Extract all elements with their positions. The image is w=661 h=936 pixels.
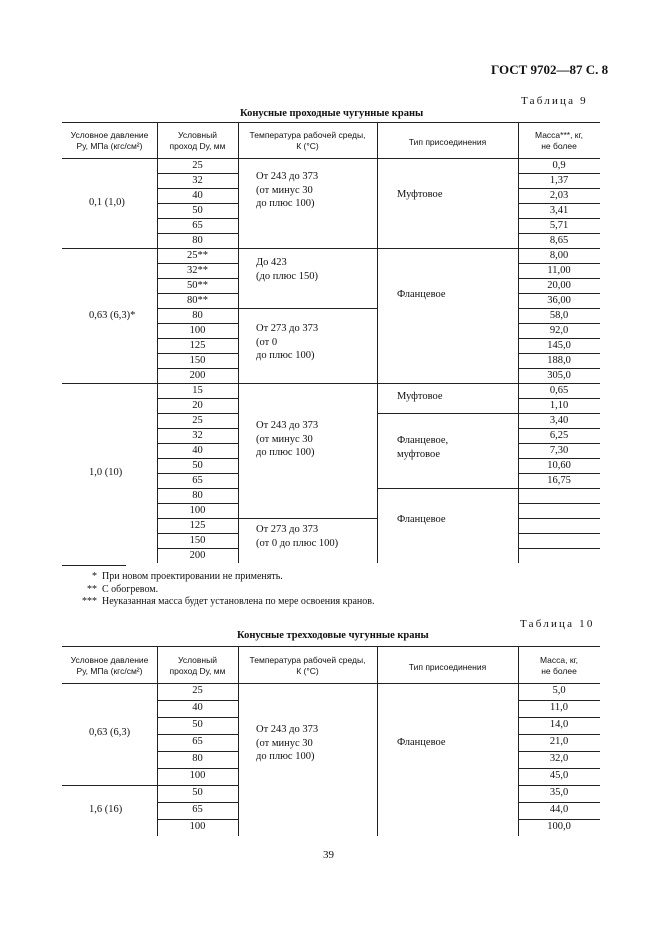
diameter-cell: 100 (189, 325, 206, 336)
mass-cell: 8,00 (549, 250, 569, 261)
diameter-cell: 20 (192, 400, 203, 411)
mass-cell: 35,0 (549, 787, 569, 798)
footnote-text: При новом проектировании не применять. (102, 571, 283, 582)
footnote-mark: * (92, 571, 97, 582)
diameter-cell: 25 (192, 415, 203, 426)
table-rule (238, 518, 377, 519)
table-rule (157, 518, 238, 519)
table-rule (157, 308, 238, 309)
mass-cell: 188,0 (547, 355, 571, 366)
table-rule (518, 768, 600, 769)
mass-cell: 5,71 (549, 220, 569, 231)
connection-type-cell: Фланцевое, муфтовое (397, 435, 449, 460)
diameter-cell: 15 (192, 385, 203, 396)
table-rule (157, 338, 238, 339)
table-rule (518, 413, 600, 414)
table9-label: Таблица 9 (521, 95, 588, 107)
table-rule (157, 122, 158, 158)
diameter-cell: 125 (189, 520, 206, 531)
table10-label: Таблица 10 (520, 618, 595, 630)
connection-type-cell: Фланцевое (397, 514, 446, 525)
table-rule (157, 734, 238, 735)
table-rule (518, 518, 600, 519)
connection-type-cell: Муфтовое (397, 189, 443, 200)
column-header: Масса, кг, не более (540, 655, 578, 676)
diameter-cell: 40 (192, 702, 203, 713)
diameter-cell: 32** (187, 265, 208, 276)
diameter-cell: 32 (192, 175, 203, 186)
mass-cell: 305,0 (547, 370, 571, 381)
table-rule (157, 173, 238, 174)
table-rule (518, 158, 519, 563)
table-rule (62, 646, 600, 647)
table-rule (518, 203, 600, 204)
diameter-cell: 25** (187, 250, 208, 261)
table-rule (157, 533, 238, 534)
table-rule (518, 503, 600, 504)
diameter-cell: 65 (192, 475, 203, 486)
connection-type-cell: Фланцевое (397, 737, 446, 748)
table-rule (518, 173, 600, 174)
diameter-cell: 100 (189, 770, 206, 781)
table-rule (238, 683, 239, 836)
mass-cell: 5,0 (552, 685, 566, 696)
table-rule (157, 802, 238, 803)
table-rule (238, 646, 239, 683)
table-rule (518, 188, 600, 189)
temperature-cell: До 423 (до плюс 150) (256, 257, 318, 282)
table-rule (157, 293, 238, 294)
table-rule (518, 458, 600, 459)
mass-cell: 6,25 (549, 430, 569, 441)
table-rule (518, 819, 600, 820)
table-rule (157, 278, 238, 279)
table-rule (157, 683, 158, 836)
table-rule (518, 488, 600, 489)
table-rule (157, 458, 238, 459)
table-rule (377, 683, 378, 836)
diameter-cell: 65 (192, 220, 203, 231)
mass-cell: 20,00 (547, 280, 571, 291)
mass-cell: 0,65 (549, 385, 569, 396)
table-rule (518, 683, 519, 836)
table-rule (377, 122, 378, 158)
table-rule (157, 548, 238, 549)
table-rule (377, 158, 378, 563)
diameter-cell: 80** (187, 295, 208, 306)
pressure-cell: 0,63 (6,3)* (89, 309, 136, 321)
column-header: Тип присоединения (408, 137, 487, 147)
table-rule (518, 278, 600, 279)
column-header: Условное давление Pу, МПа (кгс/см²) (70, 655, 149, 676)
table-rule (518, 717, 600, 718)
table-rule (518, 700, 600, 701)
column-header: Условное давление Pу, МПа (кгс/см²) (70, 130, 149, 151)
table-rule (157, 700, 238, 701)
table-rule (518, 473, 600, 474)
table-rule (157, 473, 238, 474)
table-rule (518, 353, 600, 354)
table-rule (157, 263, 238, 264)
diameter-cell: 150 (189, 535, 206, 546)
footnote-divider (62, 565, 126, 566)
temperature-cell: От 243 до 373 (от минус 30 до плюс 100) (256, 171, 319, 209)
table-rule (377, 488, 518, 489)
table-rule (238, 308, 377, 309)
mass-cell: 100,0 (547, 821, 571, 832)
footnote-mark: *** (82, 596, 97, 607)
table-rule (157, 751, 238, 752)
table-rule (518, 751, 600, 752)
mass-cell: 1,37 (549, 175, 569, 186)
column-header: Тип присоединения (408, 662, 487, 672)
mass-cell: 21,0 (549, 736, 569, 747)
table-rule (518, 263, 600, 264)
table-rule (518, 533, 600, 534)
diameter-cell: 50 (192, 787, 203, 798)
diameter-cell: 50 (192, 460, 203, 471)
table-rule (518, 218, 600, 219)
mass-cell: 8,65 (549, 235, 569, 246)
column-header: Условный проход Dу, мм (169, 130, 226, 151)
temperature-cell: От 243 до 373 (от минус 30 до плюс 100) (256, 420, 319, 458)
pressure-cell: 0,63 (6,3) (89, 727, 131, 738)
table10-title: Конусные трехходовые чугунные краны (237, 630, 429, 641)
footnote-text: С обогревом. (102, 584, 159, 595)
pressure-cell: 1,0 (10) (89, 467, 123, 478)
mass-cell: 14,0 (549, 719, 569, 730)
table-rule (518, 802, 600, 803)
table-rule (518, 293, 600, 294)
diameter-cell: 125 (189, 340, 206, 351)
mass-cell: 36,00 (547, 295, 571, 306)
table-rule (518, 734, 600, 735)
table-rule (157, 398, 238, 399)
table-rule (518, 338, 600, 339)
mass-cell: 10,60 (547, 460, 571, 471)
mass-cell: 11,0 (550, 702, 568, 713)
mass-cell: 44,0 (549, 804, 569, 815)
mass-cell: 58,0 (549, 310, 569, 321)
column-header: Температура рабочей среды, К (°С) (249, 655, 366, 676)
diameter-cell: 150 (189, 355, 206, 366)
diameter-cell: 65 (192, 736, 203, 747)
table-rule (157, 717, 238, 718)
table-rule (518, 785, 600, 786)
table-rule (518, 398, 600, 399)
diameter-cell: 40 (192, 445, 203, 456)
diameter-cell: 32 (192, 430, 203, 441)
table-rule (157, 488, 238, 489)
temperature-cell: От 243 до 373 (от минус 30 до плюс 100) (256, 724, 319, 762)
table-rule (157, 768, 238, 769)
table-rule (157, 323, 238, 324)
footnote-mark: ** (87, 584, 97, 595)
page-number: 39 (323, 849, 334, 861)
table-rule (157, 233, 238, 234)
mass-cell: 0,9 (552, 160, 566, 171)
table9-title: Конусные проходные чугунные краны (240, 108, 424, 119)
pressure-cell: 0,1 (1,0) (89, 197, 125, 208)
mass-cell: 2,03 (549, 190, 569, 201)
table-rule (157, 218, 238, 219)
table-rule (157, 158, 158, 563)
table-rule (157, 428, 238, 429)
table-rule (238, 122, 239, 158)
table-rule (518, 548, 600, 549)
table-rule (518, 308, 600, 309)
table-rule (518, 646, 519, 683)
table-rule (157, 353, 238, 354)
diameter-cell: 65 (192, 804, 203, 815)
table-rule (157, 503, 238, 504)
table-rule (62, 158, 600, 159)
table-rule (518, 323, 600, 324)
table-rule (377, 646, 378, 683)
column-header: Масса***, кг, не более (535, 130, 583, 151)
table-rule (157, 368, 238, 369)
mass-cell: 145,0 (547, 340, 571, 351)
diameter-cell: 200 (189, 370, 206, 381)
table-rule (518, 428, 600, 429)
pressure-cell: 1,6 (16) (89, 803, 123, 815)
table-rule (62, 122, 600, 123)
mass-cell: 1,10 (549, 400, 569, 411)
table-rule (62, 383, 600, 384)
diameter-cell: 50 (192, 719, 203, 730)
mass-cell: 7,30 (549, 445, 569, 456)
diameter-cell: 200 (189, 550, 206, 561)
table-rule (518, 122, 519, 158)
diameter-cell: 25 (192, 685, 203, 696)
table-rule (62, 248, 600, 249)
connection-type-cell: Фланцевое (397, 289, 446, 300)
column-header: Температура рабочей среды, К (°С) (249, 130, 366, 151)
mass-cell: 32,0 (549, 753, 569, 764)
diameter-cell: 50** (187, 280, 208, 291)
mass-cell: 16,75 (547, 475, 571, 486)
diameter-cell: 25 (192, 160, 203, 171)
document-header: ГОСТ 9702—87 С. 8 (491, 62, 609, 77)
table-rule (157, 646, 158, 683)
mass-cell: 3,41 (549, 205, 569, 216)
table-rule (518, 368, 600, 369)
table-rule (518, 233, 600, 234)
mass-cell: 11,00 (547, 265, 571, 276)
diameter-cell: 80 (192, 310, 203, 321)
table-rule (238, 158, 239, 563)
footnote-text: Неуказанная масса будет установлена по мере освоения кранов. (102, 596, 375, 607)
diameter-cell: 80 (192, 490, 203, 501)
diameter-cell: 100 (189, 821, 206, 832)
diameter-cell: 50 (192, 205, 203, 216)
diameter-cell: 100 (189, 505, 206, 516)
table-rule (157, 819, 238, 820)
temperature-cell: От 273 до 373 (от 0 до плюс 100) (256, 524, 339, 549)
connection-type-cell: Муфтовое (397, 391, 443, 402)
diameter-cell: 80 (192, 753, 203, 764)
table-rule (157, 443, 238, 444)
mass-cell: 92,0 (549, 325, 569, 336)
temperature-cell: От 273 до 373 (от 0 до плюс 100) (256, 323, 319, 361)
table-rule (157, 203, 238, 204)
table-rule (62, 683, 600, 684)
mass-cell: 45,0 (549, 770, 569, 781)
table-rule (157, 188, 238, 189)
mass-cell: 3,40 (549, 415, 569, 426)
column-header: Условный проход Dу, мм (169, 655, 226, 676)
diameter-cell: 80 (192, 235, 203, 246)
table-rule (62, 785, 238, 786)
table-rule (157, 413, 238, 414)
table-rule (377, 413, 518, 414)
diameter-cell: 40 (192, 190, 203, 201)
table-rule (518, 443, 600, 444)
